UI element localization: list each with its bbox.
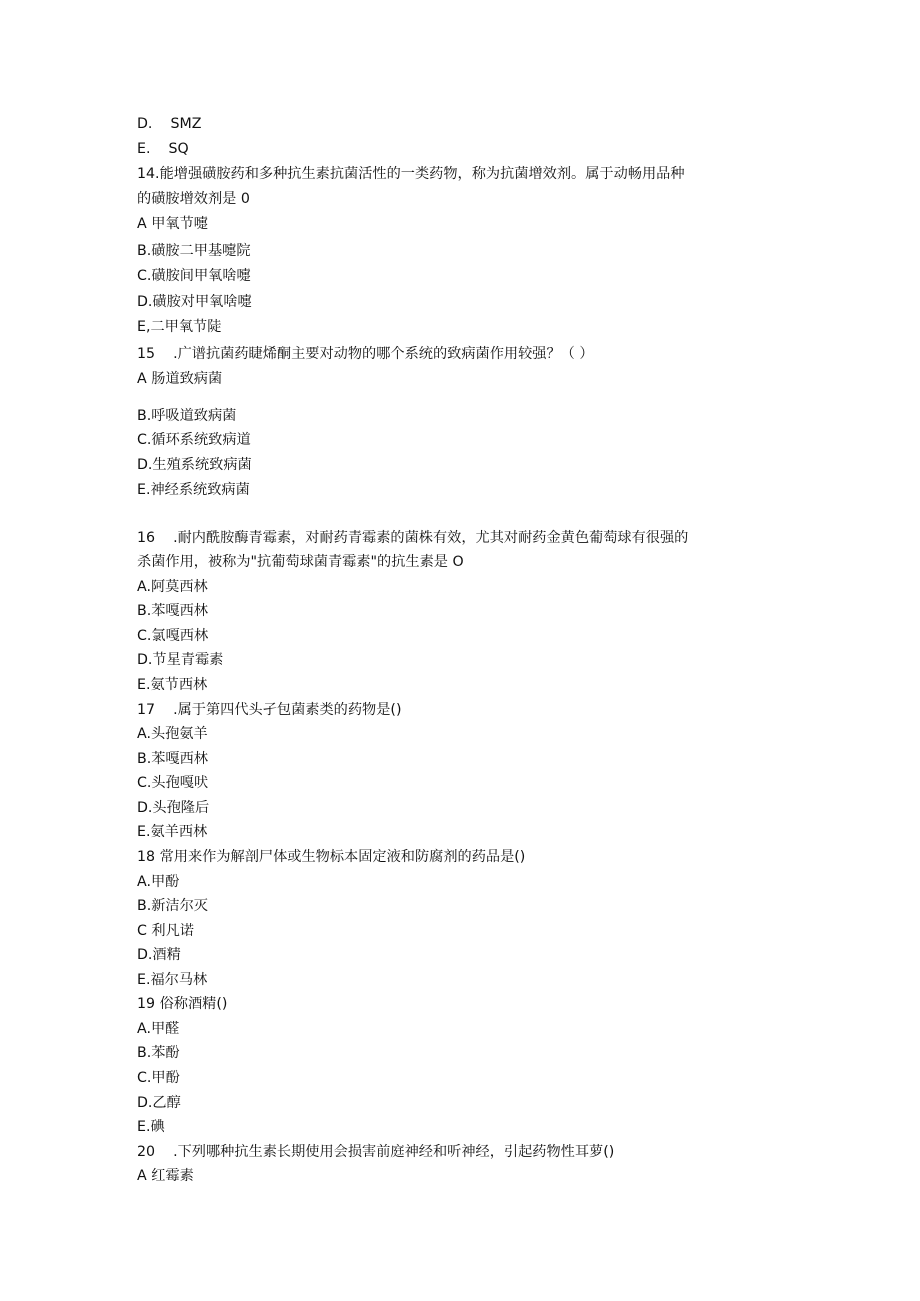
question-16-line-2: 杀菌作用，被称为"抗葡萄球菌青霉素"的抗生素是 O [137,554,464,570]
question-14-line-2: 的磺胺增效剂是 0 [137,191,250,207]
option-14a: A 甲氧节嚏 [137,216,208,232]
option-16d: D.节星青霉素 [137,652,224,668]
option-19c: C.甲酚 [137,1070,180,1086]
option-18b: B.新洁尔灭 [137,898,208,914]
option-14c: C.磺胺间甲氧啥嚏 [137,268,251,284]
option-17c: C.头孢嘎吠 [137,775,209,791]
option-19e: E.碘 [137,1119,165,1135]
question-17: 17 .属于第四代头孑包菌素类的药物是() [137,702,402,718]
question-14-line-1: 14.能增强磺胺药和多种抗生素抗菌活性的一类药物，称为抗菌增效剂。属于动畅用品种 [137,166,685,182]
option-15a: A 肠道致病菌 [137,371,223,387]
option-13e: E. SQ [137,141,189,157]
option-15e: E.神经系统致病菌 [137,482,250,498]
question-15: 15 .广谱抗菌药睫烯酮主要对动物的哪个系统的致病菌作用较强？（ ） [137,346,594,362]
option-20a: A 红霉素 [137,1168,194,1184]
option-16e: E.氨节西林 [137,677,208,693]
option-14b: B.磺胺二甲基嚏院 [137,243,251,259]
question-16-line-1: 16 .耐内酰胺酶青霉素，对耐药青霉素的菌株有效，尤其对耐药金黄色葡萄球有很强的 [137,530,689,546]
option-16c: C.氯嘎西林 [137,628,209,644]
option-17d: D.头孢隆后 [137,800,210,816]
option-13d: D. SMZ [137,116,202,132]
option-16b: B.苯嘎西林 [137,603,208,619]
option-14d: D.磺胺对甲氧啥嚏 [137,294,252,310]
option-15c: C.循环系统致病道 [137,432,251,448]
option-17e: E.氨羊西林 [137,824,208,840]
option-15b: B.呼吸道致病菌 [137,408,237,424]
option-18c: C 利凡诺 [137,923,194,939]
question-18: 18 常用来作为解剖尸体或生物标本固定液和防腐剂的药品是() [137,849,526,865]
option-18e: E.福尔马林 [137,972,208,988]
option-17b: B.苯嘎西林 [137,751,208,767]
option-18d: D.酒精 [137,947,181,963]
question-20: 20 .下列哪种抗生素长期使用会损害前庭神经和听神经，引起药物性耳萝() [137,1144,615,1160]
option-18a: A.甲酚 [137,874,180,890]
question-19: 19 俗称酒精() [137,996,228,1012]
option-16a: A.阿莫西林 [137,579,208,595]
option-19b: B.苯酚 [137,1045,180,1061]
option-19a: A.甲醛 [137,1021,180,1037]
option-15d: D.生殖系统致病菌 [137,457,252,473]
option-17a: A.头孢氨羊 [137,726,208,742]
option-19d: D.乙醇 [137,1095,181,1111]
option-14e: E,二甲氧节陡 [137,319,222,335]
